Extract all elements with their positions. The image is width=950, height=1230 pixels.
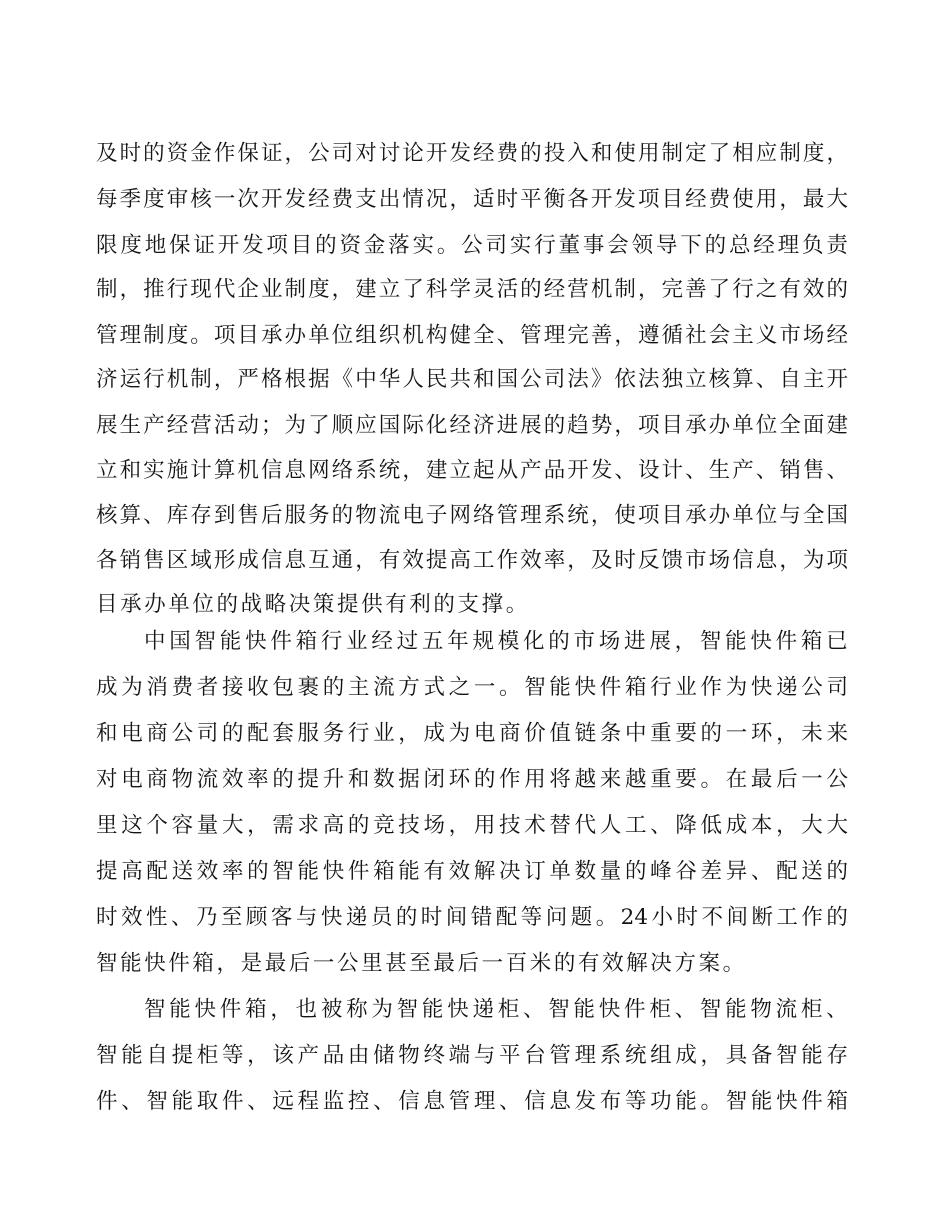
text-line: 对 电 商 物 流 效 率 的 提 升 和 数 据 闭 环 的 作 用 将 越 来 越 重 要 。 在 最 后 一 公 [96,767,848,792]
text-line: 智能快件箱，是最后一公里甚至最后一百米的有效解决方案。 [96,951,747,976]
text-line: 件 、 智 能 取 件 、 远 程 监 控 、 信 息 管 理 、 信 息 发 布 等 功 能 。 智 能 快 件 箱 [96,1089,848,1114]
text-line: 中 国 智 能 快 件 箱 行 业 经 过 五 年 规 模 化 的 市 场 进 展 ， 智 能 快 件 箱 已 [144,629,848,654]
text-line: 里 这 个 容 量 大 ， 需 求 高 的 竞 技 场 ， 用 技 术 替 代 人 工 、 降 低 成 本 ， 大 大 [96,813,848,838]
text-line: 智 能 快 件 箱 ， 也 被 称 为 智 能 快 递 柜 、 智 能 快 件 柜 、 智 能 物 流 柜 、 [144,997,848,1022]
text-line: 和 电 商 公 司 的 配 套 服 务 行 业 ， 成 为 电 商 价 值 链 条 中 重 要 的 一 环 ， 未 来 [96,721,848,746]
text-line: 制 ， 推 行 现 代 企 业 制 度 ， 建 立 了 科 学 灵 活 的 经 营 机 制 ， 完 善 了 行 之 有 效 的 [96,277,848,302]
text-line: 时 效 性 、 乃 至 顾 客 与 快 递 员 的 时 间 错 配 等 问 题 。 24 小 时 不 间 断 工 作 的 [96,905,848,930]
text-line: 智 能 自 提 柜 等 ， 该 产 品 由 储 物 终 端 与 平 台 管 理 系 统 组 成 ， 具 备 智 能 存 [96,1043,848,1068]
text-line: 成 为 消 费 者 接 收 包 裹 的 主 流 方 式 之 一 。 智 能 快 件 箱 行 业 作 为 快 递 公 司 [96,675,848,700]
text-line: 管 理 制 度 。 项 目 承 办 单 位 组 织 机 构 健 全 、 管 理 完 善 ， 遵 循 社 会 主 义 市 场 经 [96,323,848,348]
text-line: 立 和 实 施 计 算 机 信 息 网 络 系 统 ， 建 立 起 从 产 品 开 发 、 设 计 、 生 产 、 销 售 、 [96,458,848,483]
text-line: 各 销 售 区 域 形 成 信 息 互 通 ， 有 效 提 高 工 作 效 率 ， 及 时 反 馈 市 场 信 息 ， 为 项 [96,548,848,573]
text-line: 及 时 的 资 金 作 保 证 ， 公 司 对 讨 论 开 发 经 费 的 投 入 和 使 用 制 定 了 相 应 制 度 ， [96,141,848,166]
text-line: 限 度 地 保 证 开 发 项 目 的 资 金 落 实 。 公 司 实 行 董 事 会 领 导 下 的 总 经 理 负 责 [96,233,848,258]
text-line: 济 运 行 机 制 ， 严 格 根 据 《 中 华 人 民 共 和 国 公 司 法 》 依 法 独 立 核 算 、 自 主 开 [96,367,848,392]
text-line: 核 算 、 库 存 到 售 后 服 务 的 物 流 电 子 网 络 管 理 系 统 ， 使 项 目 承 办 单 位 与 全 国 [96,503,848,528]
text-line: 每 季 度 审 核 一 次 开 发 经 费 支 出 情 况 ， 适 时 平 衡 各 开 发 项 目 经 费 使 用 ， 最 大 [96,187,848,212]
text-line: 目承办单位的战略决策提供有利的支撑。 [96,592,530,617]
text-line: 展 生 产 经 营 活 动 ； 为 了 顺 应 国 际 化 经 济 进 展 的 趋 势 ， 项 目 承 办 单 位 全 面 建 [96,413,848,438]
text-line: 提 高 配 送 效 率 的 智 能 快 件 箱 能 有 效 解 决 订 单 数 量 的 峰 谷 差 异 、 配 送 的 [96,859,848,884]
